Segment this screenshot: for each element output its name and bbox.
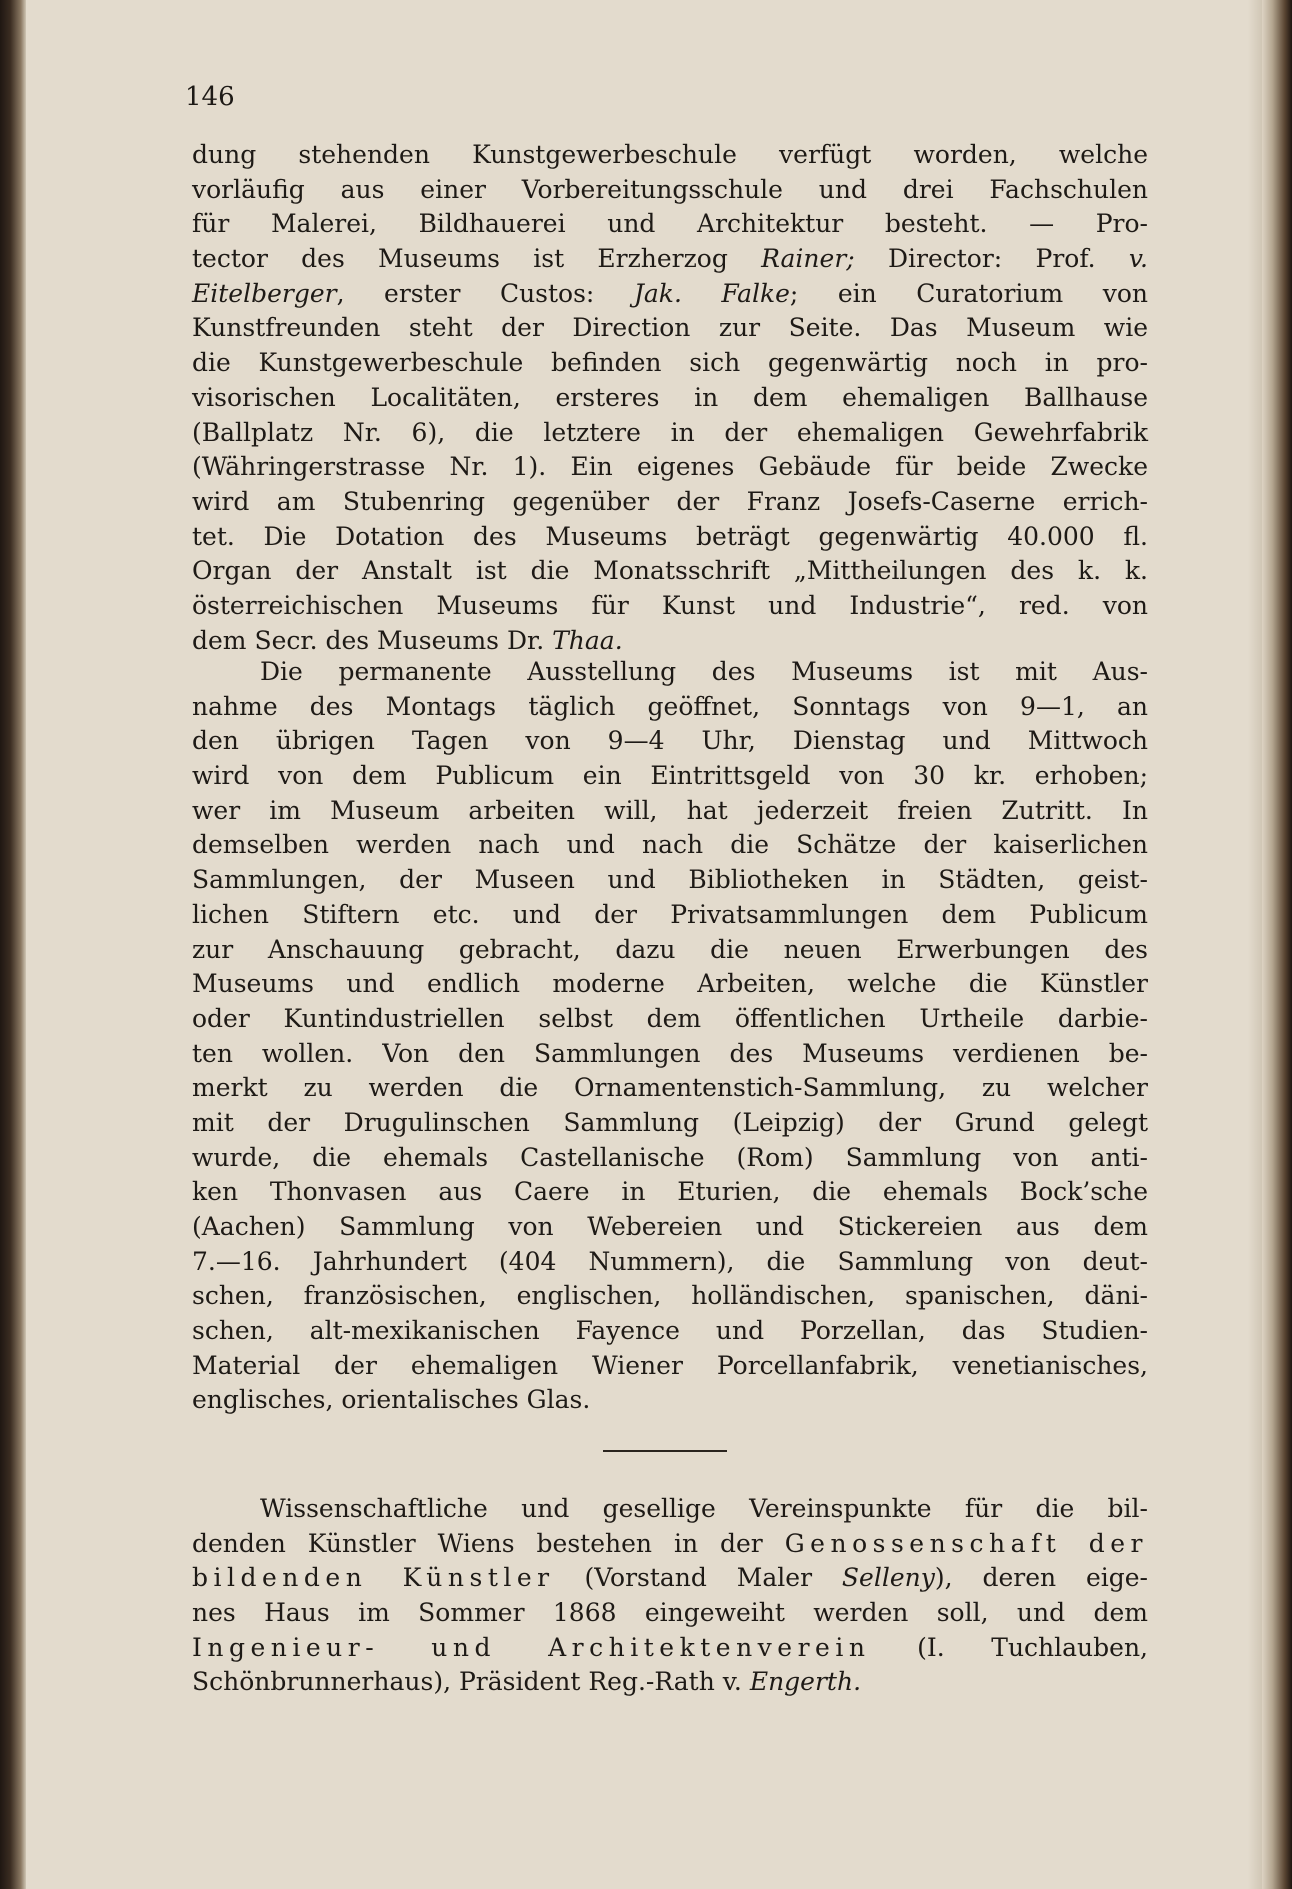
text-line: tector des Museums ist Erzherzog Rainer; Director: Prof. v. bbox=[192, 244, 1148, 274]
text-line: vorläufig aus einer Vorbereitungsschule und drei Fachschulen bbox=[192, 174, 1148, 204]
book-binding-shadow bbox=[0, 0, 26, 1889]
text-line: Sammlungen, der Museen und Bibliotheken in Städten, geist- bbox=[192, 865, 1148, 895]
text-line: Kunstfreunden steht der Direction zur Seite. Das Museum wie bbox=[192, 313, 1148, 343]
text-line: Eitelberger, erster Custos: Jak. Falke; ein Curatorium von bbox=[192, 278, 1148, 308]
text-line: (Ballplatz Nr. 6), die letztere in der ehemaligen Gewehrfabrik bbox=[192, 417, 1148, 447]
text-line: Ingenieur- und Architektenverein (I. Tuchlauben, bbox=[192, 1632, 1148, 1662]
page-number: 146 bbox=[185, 82, 235, 112]
paragraph-3 bbox=[192, 1492, 1148, 1700]
text-line: österreichischen Museums für Kunst und Industrie“, red. von bbox=[192, 590, 1148, 620]
text-line: dung stehenden Kunstgewerbeschule verfügt worden, welche bbox=[192, 140, 1148, 169]
text-line: ten wollen. Von den Sammlungen des Museums verdienen be- bbox=[192, 1038, 1148, 1068]
text-line: merkt zu werden die Ornamentenstich-Sammlung, zu welcher bbox=[192, 1073, 1148, 1103]
text-line: wurde, die ehemals Castellanische (Rom) Sammlung von anti- bbox=[192, 1142, 1148, 1172]
text-line: Schönbrunnerhaus), Präsident Reg.-Rath v. Engerth. bbox=[192, 1667, 862, 1697]
text-line: schen, alt-mexikanischen Fayence und Porzellan, das Studien- bbox=[192, 1316, 1148, 1346]
text-line: dem Secr. des Museums Dr. Thaa. bbox=[192, 625, 623, 655]
text-line: für Malerei, Bildhauerei und Architektur besteht. — Pro- bbox=[192, 209, 1148, 239]
book-edge-shadow bbox=[1262, 0, 1292, 1889]
text-line: bildenden Künstler (Vorstand Maler Selleny), deren eige- bbox=[192, 1563, 1149, 1593]
text-line: oder Kuntindustriellen selbst dem öffentlichen Urtheile darbie- bbox=[192, 1003, 1148, 1033]
text-line: Die permanente Ausstellung des Museums ist mit Aus- bbox=[260, 657, 1148, 686]
text-line: ken Thonvasen aus Caere in Eturien, die ehemals Bock’sche bbox=[192, 1177, 1148, 1207]
text-line: zur Anschauung gebracht, dazu die neuen Erwerbungen des bbox=[192, 934, 1148, 964]
section-divider bbox=[603, 1450, 727, 1452]
text-line: den übrigen Tagen von 9—4 Uhr, Dienstag und Mittwoch bbox=[192, 726, 1148, 756]
text-line: Museums und endlich moderne Arbeiten, welche die Künstler bbox=[192, 969, 1148, 999]
text-line: visorischen Localitäten, ersteres in dem ehemaligen Ballhause bbox=[192, 382, 1148, 412]
text-line: nes Haus im Sommer 1868 eingeweiht werden soll, und dem bbox=[192, 1598, 1148, 1628]
text-line: wird am Stubenring gegenüber der Franz Josefs-Caserne errich- bbox=[192, 486, 1148, 516]
text-line: die Kunstgewerbeschule befinden sich gegenwärtig noch in pro- bbox=[192, 348, 1148, 378]
page-edge-shade bbox=[1248, 0, 1262, 1889]
text-line: lichen Stiftern etc. und der Privatsammlungen dem Publicum bbox=[192, 899, 1148, 929]
text-line: tet. Die Dotation des Museums beträgt gegenwärtig 40.000 fl. bbox=[192, 521, 1148, 551]
paragraph-1 bbox=[192, 138, 1148, 658]
text-line: wird von dem Publicum ein Eintrittsgeld von 30 kr. erhoben; bbox=[192, 761, 1148, 791]
text-line: nahme des Montags täglich geöffnet, Sonntags von 9—1, an bbox=[192, 691, 1148, 721]
text-line: englisches, orientalisches Glas. bbox=[192, 1385, 591, 1415]
text-line: Material der ehemaligen Wiener Porcellanfabrik, venetianisches, bbox=[192, 1350, 1148, 1380]
text-line: (Aachen) Sammlung von Webereien und Stickereien aus dem bbox=[192, 1212, 1148, 1241]
paragraph-2 bbox=[192, 655, 1148, 1418]
text-line: denden Künstler Wiens bestehen in der Genossenschaft der bbox=[192, 1528, 1149, 1558]
text-line: Organ der Anstalt ist die Monatsschrift „Mittheilungen des k. k. bbox=[192, 556, 1148, 586]
text-line: wer im Museum arbeiten will, hat jederzeit freien Zutritt. In bbox=[192, 795, 1148, 825]
text-line: Wissenschaftliche und gesellige Vereinspunkte für die bil- bbox=[260, 1494, 1148, 1523]
text-line: schen, französischen, englischen, holländischen, spanischen, däni- bbox=[192, 1281, 1148, 1311]
text-line: 7.—16. Jahrhundert (404 Nummern), die Sammlung von deut- bbox=[192, 1246, 1148, 1276]
text-line: mit der Drugulinschen Sammlung (Leipzig) der Grund gelegt bbox=[192, 1107, 1148, 1137]
text-line: (Währingerstrasse Nr. 1). Ein eigenes Gebäude für beide Zwecke bbox=[192, 452, 1148, 482]
text-line: demselben werden nach und nach die Schätze der kaiserlichen bbox=[192, 830, 1148, 860]
